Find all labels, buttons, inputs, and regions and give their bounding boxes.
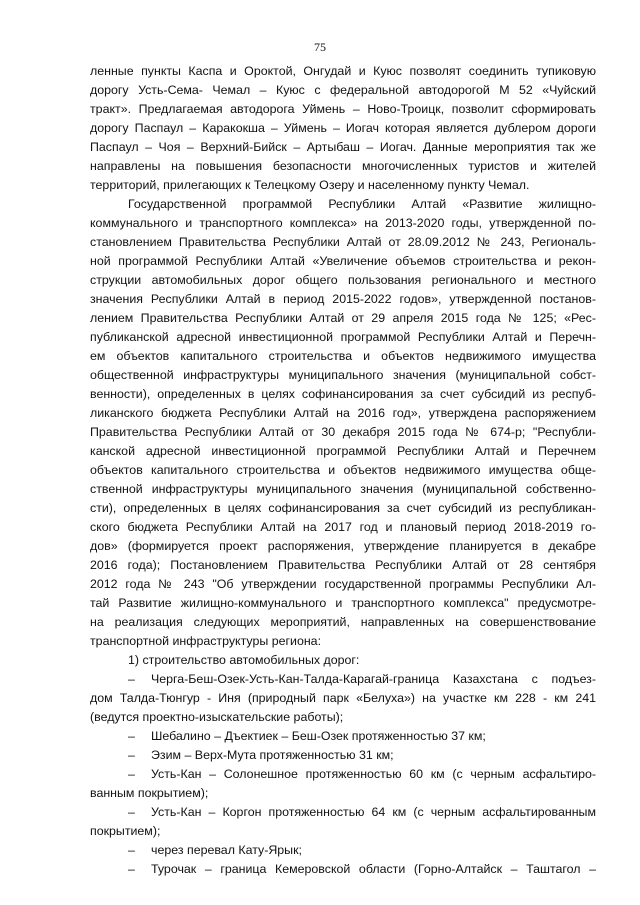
text-line: Паспаул – Чоя – Верхний-Бийск – Артыбаш – Иогач. Данные мероприятия так же — [90, 140, 596, 154]
dash-bullet: – — [128, 805, 135, 819]
text-line: ленные пункты Каспа и Ороктой, Онгудай и Куюс позволят соединить тупиковую — [90, 64, 596, 78]
dash-bullet: – — [128, 843, 135, 857]
list-item — [128, 746, 596, 764]
text-line: общественной инфраструктуры муниципального значения (муниципальной собст- — [90, 368, 596, 382]
text-line: Правительства Республики Алтай от 30 декабря 2015 года № 674-р; "Республи- — [90, 425, 596, 439]
text-line: на реализация следующих мероприятий, направленных на совершенствование — [90, 615, 596, 629]
text-line: становлением Правительства Республики Алтай от 28.09.2012 № 243, Региональ- — [90, 235, 596, 249]
text-line: коммунального и транспортного комплекса» на 2013-2020 годы, утвержденной по- — [90, 216, 596, 230]
text-line: ной программой Республики Алтай «Увеличение объемов строительства и рекон- — [90, 254, 596, 268]
text-line: территорий, прилегающих к Телецкому Озеру и населенному пункту Чемал. — [90, 178, 530, 192]
text-line: сти), определенных в целях софинансирования за счет субсидий из республикан- — [90, 501, 596, 515]
page-number: 75 — [314, 40, 326, 54]
text-line: 2012 года № 243 "Об утверждении государственной программы Республики Ал- — [90, 577, 596, 591]
text-line: Государственной программой Республики Алтай «Развитие жилищно- — [128, 197, 596, 211]
list-item — [128, 727, 596, 745]
dash-bullet: – — [128, 748, 135, 762]
list-item-text: Шебалино – Дъектиек – Беш-Озек протяженностью 37 км; — [151, 729, 486, 743]
list-item-text: Турочак – граница Кемеровской области (Горно-Алтайск – Таштагол – — [151, 862, 596, 876]
dash-bullet: – — [128, 672, 135, 686]
list-item-continuation: покрытием); — [90, 824, 161, 838]
list-item-text: через перевал Кату-Ярык; — [151, 843, 302, 857]
text-line: ликанского бюджета Республики Алтай на 2016 год», утверждена распоряжением — [90, 406, 596, 420]
list-item — [128, 765, 596, 783]
text-line: струкции автомобильных дорог общего пользования регионального и местного — [90, 273, 596, 287]
list-item — [128, 860, 596, 878]
dash-bullet: – — [128, 862, 135, 876]
list-item — [128, 841, 596, 859]
text-line: ем объектов капитального строительства и объектов недвижимого имущества — [90, 349, 596, 363]
text-line: ского бюджета Республики Алтай на 2017 год и плановый период 2018-2019 го- — [90, 520, 596, 534]
text-line: тай Развитие жилищно-коммунального и транспортного комплекса" предусмотре- — [90, 596, 596, 610]
text-line: лением Правительства Республики Алтай от 29 апреля 2015 года № 125; «Рес- — [90, 311, 596, 325]
list-item — [128, 803, 596, 821]
dash-bullet: – — [128, 729, 135, 743]
list-item — [128, 670, 596, 688]
text-line: тракт». Предлагаемая автодорога Уймень – Ново-Троицк, позволит сформировать — [90, 102, 596, 116]
text-line: направлены на повышения безопасности многочисленных туристов и жителей — [90, 159, 596, 173]
text-line: дорогу Паспаул – Каракокша – Уймень – Иогач которая является дублером дороги — [90, 121, 596, 135]
text-line: венности), определенных в целях софинансирования за счет субсидий из респуб- — [90, 387, 596, 401]
text-line: публиканской адресной инвестиционной программой Республики Алтай и Перечн- — [90, 330, 596, 344]
list-item-continuation: (ведутся проектно-изыскательские работы); — [90, 710, 344, 724]
text-line: 2016 года); Постановлением Правительства Республики Алтай от 28 сентября — [90, 558, 596, 572]
list-item-continuation: дом Талда-Тюнгур - Иня (природный парк «Белуха») на участке км 228 - км 241 — [90, 691, 596, 705]
text-line: канской адресной инвестиционной программой Республики Алтай и Перечнем — [90, 444, 596, 458]
list-heading: 1) строительство автомобильных дорог: — [128, 653, 360, 667]
text-line: транспортной инфраструктуры региона: — [90, 634, 322, 648]
list-item-continuation: ванным покрытием); — [90, 786, 209, 800]
text-line: дорогу Усть-Сема- Чемал – Куюс с федеральной автодорогой М 52 «Чуйский — [90, 83, 596, 97]
list-item-text: Усть-Кан – Солонешное протяженностью 60 км (с черным асфальтиро- — [151, 767, 596, 781]
text-line: значения Республики Алтай в период 2015-2022 годов», утвержденной постанов- — [90, 292, 596, 306]
text-line: ственной инфраструктуры муниципального значения (муниципальной собственно- — [90, 482, 596, 496]
text-line: дов» (формируется проект распоряжения, утверждение планируется в декабре — [90, 539, 596, 553]
dash-bullet: – — [128, 767, 135, 781]
list-item-text: Эзим – Верх-Мута протяженностью 31 км; — [151, 748, 394, 762]
text-line: объектов капитального строительства и объектов недвижимого имущества обще- — [90, 463, 596, 477]
list-item-text: Усть-Кан – Коргон протяженностью 64 км (с черным асфальтированным — [151, 805, 596, 819]
list-item-text: Черга-Беш-Озек-Усть-Кан-Талда-Карагай-граница Казахстана с подъез- — [151, 672, 596, 686]
